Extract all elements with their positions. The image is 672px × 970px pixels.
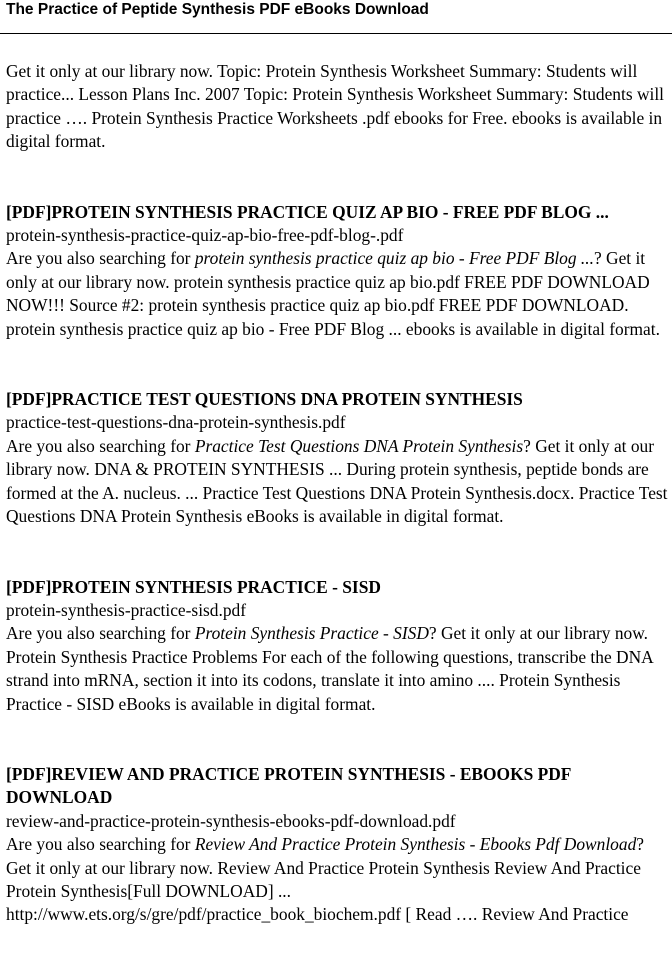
result-search-query: Review And Practice Protein Synthesis - Ebooks Pdf Download: [194, 834, 637, 855]
result-item: [6, 576, 668, 716]
result-description-prefix: Are you also searching for: [6, 248, 195, 269]
result-filename: protein-synthesis-practice-sisd.pdf: [6, 599, 247, 620]
intro-paragraph: Get it only at our library now. Topic: Protein Synthesis Worksheet Summary: Students will practice... Lesson Plans Inc. 2007 Topic: Protein Synthesis Worksheet Summary: Students will practice …. Protein Synthesis Practice Worksheets .pdf ebooks for Free. ebooks is available in digital format.: [6, 61, 664, 152]
result-filename: practice-test-questions-dna-protein-synthesis.pdf: [6, 412, 346, 433]
result-description-text: ? Get it only at our library now. DNA & PROTEIN SYNTHESIS ... During protein synthesis, peptide bonds are formed at the A. nucleus. ... Practice Test Questions DNA Protein Synthesis.docx. Practice Test Questions DNA Protein Synthesis eBooks is available in digital format.: [6, 435, 668, 527]
result-title: [PDF]PROTEIN SYNTHESIS PRACTICE QUIZ AP BIO - FREE PDF BLOG ...: [6, 201, 609, 222]
result-item: [6, 388, 668, 528]
result-title: [PDF]PRACTICE TEST QUESTIONS DNA PROTEIN SYNTHESIS: [6, 389, 523, 410]
result-search-query: Protein Synthesis Practice - SISD: [194, 623, 429, 644]
result-description-prefix: Are you also searching for: [6, 834, 195, 855]
result-search-query: protein synthesis practice quiz ap bio - Free PDF Blog ...: [194, 248, 594, 269]
result-filename: protein-synthesis-practice-quiz-ap-bio-free-pdf-blog-.pdf: [6, 225, 404, 246]
result-description: [6, 833, 668, 927]
result-title: [PDF]PROTEIN SYNTHESIS PRACTICE - SISD: [6, 576, 381, 597]
result-description-prefix: Are you also searching for: [6, 435, 195, 456]
result-item: [6, 201, 668, 341]
result-search-query: Practice Test Questions DNA Protein Synthesis: [194, 435, 524, 456]
result-description-text: ? Get it only at our library now. protein synthesis practice quiz ap bio.pdf FREE PDF DOWNLOAD NOW!!! Source #2: protein synthesis practice quiz ap bio.pdf FREE PDF DOWNLOAD. protein synthesis practice quiz ap bio - Free PDF Blog ... ebooks is available in digital format.: [6, 248, 660, 339]
result-description-prefix: Are you also searching for: [6, 623, 195, 644]
page-title: The Practice of Peptide Synthesis PDF eBooks Download: [6, 1, 429, 18]
result-description-text: ? Get it only at our library now. Review And Practice Protein Synthesis Review And Practice Protein Synthesis[Full DOWNLOAD] ... http://www.ets.org/s/gre/pdf/practice_book_biochem.pdf [ Read …. Review And Practice: [6, 834, 645, 925]
result-title: [PDF]REVIEW AND PRACTICE PROTEIN SYNTHESIS - EBOOKS PDF DOWNLOAD: [6, 763, 571, 808]
result-description: [6, 247, 668, 341]
result-description: [6, 435, 668, 529]
page-header: [0, 0, 672, 34]
result-item: [6, 763, 668, 927]
document-body: [6, 60, 668, 927]
result-filename: review-and-practice-protein-synthesis-ebooks-pdf-download.pdf: [6, 810, 456, 831]
result-description: [6, 622, 668, 716]
result-description-text: ? Get it only at our library now. Protein Synthesis Practice Problems For each of the following questions, transcribe the DNA strand into mRNA, section it into its codons, translate it into amino .... Protein Synthesis Practice - SISD eBooks is available in digital format.: [6, 623, 653, 714]
